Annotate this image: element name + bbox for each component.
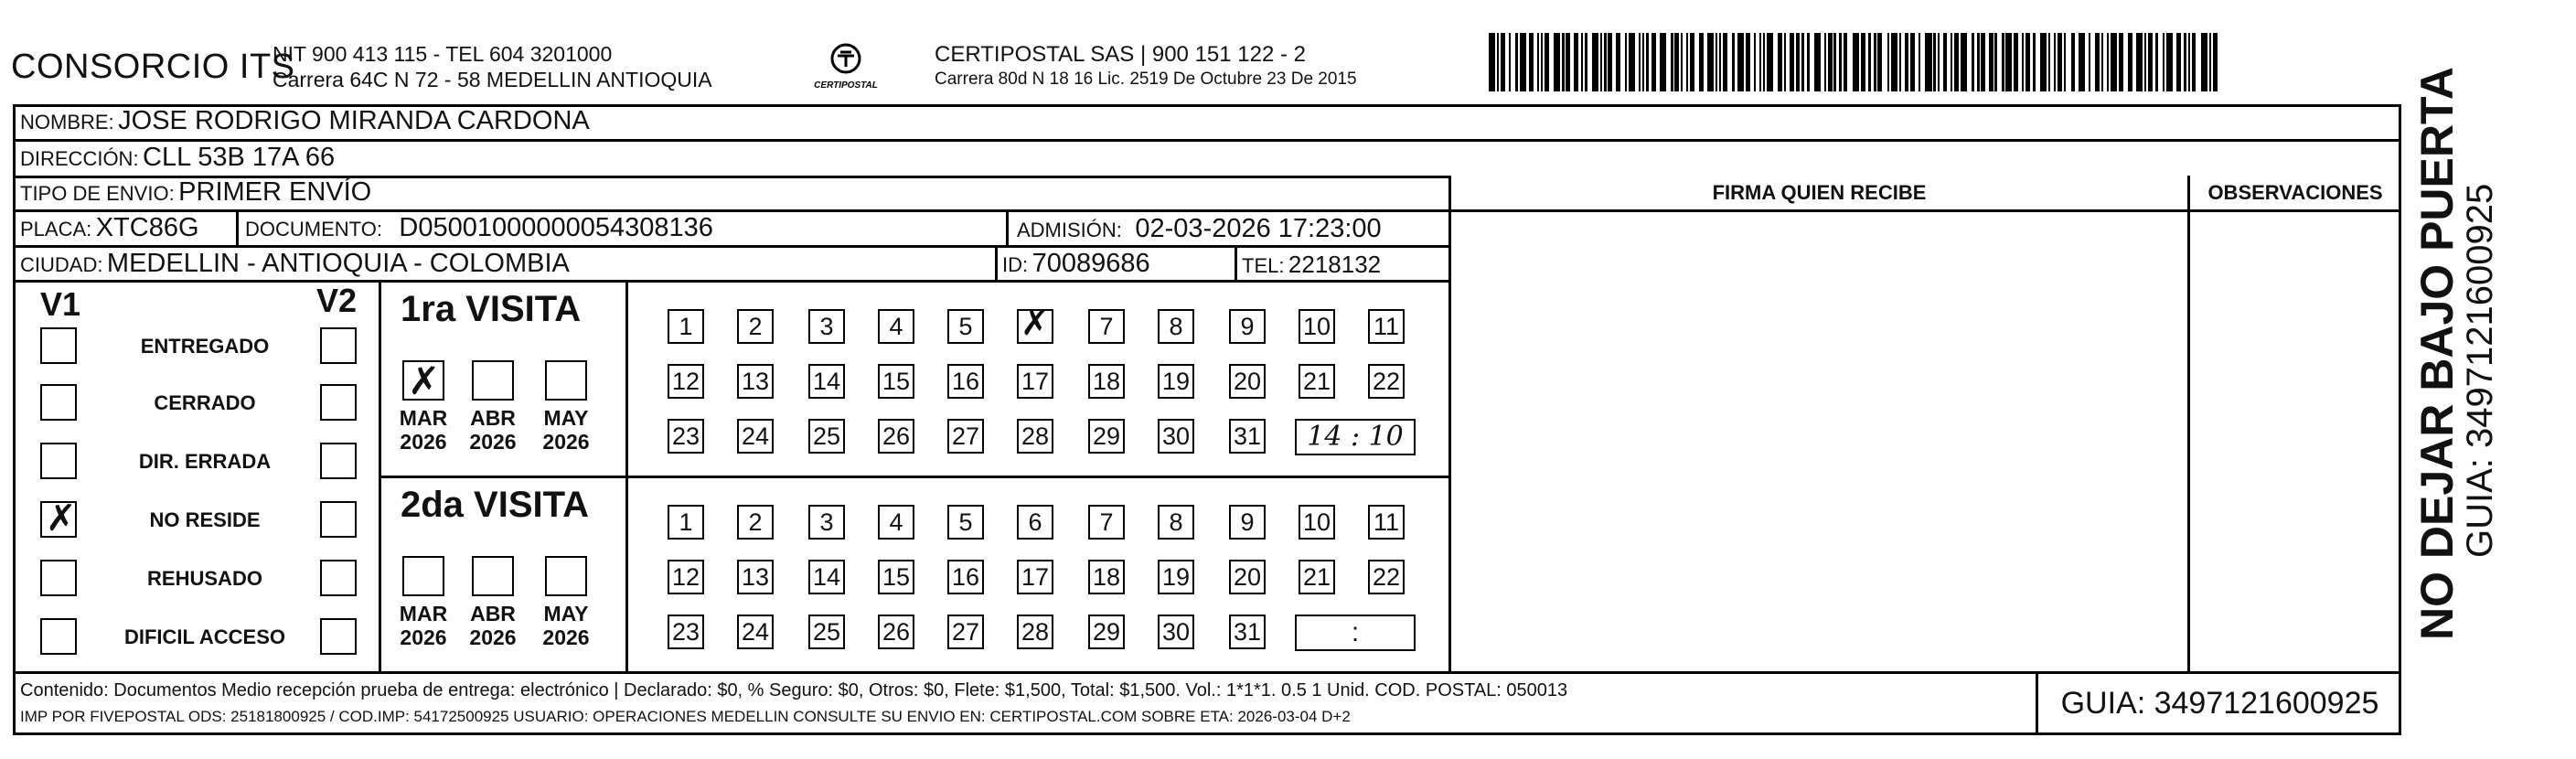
side-warning: NO DEJAR BAJO PUERTA xyxy=(2411,67,2463,640)
id-value: 70089686 xyxy=(1031,249,1150,278)
barcode-bar xyxy=(2166,33,2173,91)
barcode-bar xyxy=(1828,33,1833,91)
logo-wordmark: CERTIPOSTAL xyxy=(814,80,878,91)
day-box-6[interactable]: 6 xyxy=(1017,505,1053,540)
admision-cell xyxy=(1017,214,1382,244)
observaciones-column-header: OBSERVACIONES xyxy=(2207,181,2383,204)
barcode-bar xyxy=(2213,33,2218,91)
barcode-bar xyxy=(1833,33,1835,91)
day-box-13[interactable]: 13 xyxy=(737,560,774,594)
barcode-bar xyxy=(2014,33,2018,91)
day-box-20[interactable]: 20 xyxy=(1229,560,1266,594)
documento-value: D05001000000054308136 xyxy=(399,213,713,242)
day-box-3[interactable]: 3 xyxy=(808,309,845,344)
day-box-6[interactable] xyxy=(1017,309,1053,344)
barcode-bar xyxy=(1759,33,1761,91)
company-nit: NIT 900 413 115 - TEL 604 3201000 xyxy=(273,42,613,66)
barcode-bar xyxy=(1674,33,1679,91)
barcode-bar xyxy=(1853,33,1859,91)
barcode-bar xyxy=(2101,33,2103,91)
barcode-bar xyxy=(1910,33,1915,91)
documento-label: DOCUMENTO: xyxy=(245,218,382,241)
day-box-23[interactable]: 23 xyxy=(668,419,704,454)
certipostal-address: Carrera 80d N 18 16 Lic. 2519 De Octubre 23 De 2015 xyxy=(935,69,1357,89)
cell-divider xyxy=(995,245,998,280)
v2-checkbox-entregado[interactable] xyxy=(320,327,357,364)
barcode-bar xyxy=(1891,33,1897,91)
barcode-bar xyxy=(1933,33,1935,91)
barcode-bar xyxy=(1574,33,1578,91)
row-divider xyxy=(13,139,2401,142)
day-box-25[interactable]: 25 xyxy=(808,615,845,649)
direccion-row xyxy=(20,143,335,173)
v1-checkbox-no-reside[interactable] xyxy=(40,501,77,538)
day-box-19[interactable]: 19 xyxy=(1158,364,1194,399)
v2-header: V2 xyxy=(316,282,358,319)
visit-divider xyxy=(379,476,1448,478)
barcode-bar xyxy=(1537,33,1539,91)
barcode-bar xyxy=(1925,33,1931,91)
admision-label: ADMISIÓN: xyxy=(1017,219,1122,241)
row-divider xyxy=(13,280,1448,283)
day-box-14[interactable]: 14 xyxy=(808,560,845,594)
barcode-bar xyxy=(1919,33,1920,91)
day-box-9[interactable]: 9 xyxy=(1229,309,1266,344)
month-name: ABR xyxy=(470,602,516,625)
month-label xyxy=(391,602,455,649)
barcode-bar xyxy=(1554,33,1560,91)
placa-value: XTC86G xyxy=(95,213,199,242)
placa-label: PLACA: xyxy=(20,218,92,241)
month-year: 2026 xyxy=(400,430,447,454)
visit-time-box[interactable]: 14 : 10 xyxy=(1295,419,1416,455)
day-box-21[interactable]: 21 xyxy=(1299,364,1335,399)
v1-checkbox-cerrado[interactable] xyxy=(40,384,77,421)
day-box-8[interactable]: 8 xyxy=(1158,505,1194,540)
barcode-bar xyxy=(2089,33,2090,91)
barcode-bar xyxy=(1625,33,1627,91)
day-box-24[interactable]: 24 xyxy=(737,615,774,649)
barcode-bar xyxy=(1954,33,1959,91)
tipo-envio-value: PRIMER ENVÍO xyxy=(178,177,372,207)
barcode-bar xyxy=(1541,33,1543,91)
tel-cell xyxy=(1242,251,1381,279)
placa-cell xyxy=(20,213,199,243)
header xyxy=(0,0,2576,99)
tel-label: TEL: xyxy=(1242,254,1285,277)
month-name: MAR xyxy=(399,406,448,430)
barcode-bar xyxy=(2079,33,2085,91)
v2-checkbox-no-reside[interactable] xyxy=(320,501,357,538)
nombre-label: NOMBRE: xyxy=(20,111,114,134)
day-box-10[interactable]: 10 xyxy=(1299,309,1335,344)
day-box-7[interactable]: 7 xyxy=(1088,505,1125,540)
v1-checkbox-entregado[interactable] xyxy=(40,327,77,364)
day-box-5[interactable]: 5 xyxy=(947,309,984,344)
company-name: CONSORCIO ITS xyxy=(11,48,295,86)
barcode-bar xyxy=(1646,33,1648,91)
barcode-bar xyxy=(1501,33,1505,91)
barcode-bar xyxy=(1723,33,1727,91)
day-box-27[interactable]: 27 xyxy=(947,615,984,649)
barcode-bar xyxy=(1943,33,1948,91)
day-box-28[interactable]: 28 xyxy=(1017,615,1053,649)
barcode-bar xyxy=(1938,33,1940,91)
month-year: 2026 xyxy=(469,430,517,454)
footer-print-info: IMP POR FIVEPOSTAL ODS: 25181800925 / COD.IMP: 54172500925 USUARIO: OPERACIONES MEDELLIN CONSULTE SU ENVIO EN: CERTIPOSTAL.COM SOBRE ETA: 2026-03-04 D+2 xyxy=(20,708,1351,725)
barcode-bar xyxy=(1515,33,1517,91)
month-checkbox-abr[interactable] xyxy=(472,360,514,401)
month-name: MAR xyxy=(399,602,448,625)
v2-checkbox-dificil-acceso[interactable] xyxy=(320,618,357,655)
month-year: 2026 xyxy=(542,430,590,454)
barcode-bar xyxy=(1961,33,1967,91)
barcode-bar xyxy=(2136,33,2143,91)
ciudad-value: MEDELLIN - ANTIOQUIA - COLOMBIA xyxy=(106,249,570,278)
barcode-bar xyxy=(2184,33,2186,91)
barcode-bar xyxy=(1686,33,1688,91)
barcode-bar xyxy=(2058,33,2062,91)
barcode-bar xyxy=(2128,33,2132,91)
day-box-17[interactable]: 17 xyxy=(1017,364,1053,399)
barcode-bar xyxy=(1581,33,1583,91)
certipostal-logo xyxy=(809,40,882,93)
barcode-bar xyxy=(1690,33,1694,91)
day-box-10[interactable]: 10 xyxy=(1299,505,1335,540)
nombre-value: JOSE RODRIGO MIRANDA CARDONA xyxy=(118,106,590,135)
day-box-30[interactable]: 30 xyxy=(1158,419,1194,454)
month-name: ABR xyxy=(470,406,516,430)
day-box-20[interactable]: 20 xyxy=(1229,364,1266,399)
day-box-30[interactable]: 30 xyxy=(1158,615,1194,649)
barcode-bar xyxy=(1545,33,1549,91)
barcode-bar xyxy=(2002,33,2004,91)
admision-value: 02-03-2026 17:23:00 xyxy=(1135,214,1382,243)
barcode-bar xyxy=(1972,33,1973,91)
day-box-2[interactable]: 2 xyxy=(737,309,774,344)
direccion-value: CLL 53B 17A 66 xyxy=(143,143,336,172)
month-checkbox-may[interactable] xyxy=(545,556,587,596)
tel-value: 2218132 xyxy=(1288,251,1382,278)
visit-title: 1ra VISITA xyxy=(401,289,582,329)
day-box-22[interactable]: 22 xyxy=(1368,364,1405,399)
day-box-25[interactable]: 25 xyxy=(808,419,845,454)
footer-contents: Contenido: Documentos Medio recepción prueba de entrega: electrónico | Declarado: $0, % Seguro: $0, Otros: $0, Flete: $1,500, Total: $1,500. Vol.: 1*1*1. 0.5 1 Unid. COD. POSTAL: 050013 xyxy=(20,680,1568,700)
barcode-bar xyxy=(1562,33,1564,91)
day-box-18[interactable]: 18 xyxy=(1088,364,1125,399)
barcode-bar xyxy=(1585,33,1587,91)
day-box-4[interactable]: 4 xyxy=(878,309,914,344)
certipostal-name: CERTIPOSTAL SAS | 900 151 122 - 2 xyxy=(935,42,1306,67)
day-box-1[interactable]: 1 xyxy=(668,309,704,344)
day-box-27[interactable]: 27 xyxy=(947,419,984,454)
barcode-bar xyxy=(2144,33,2146,91)
day-box-22[interactable]: 22 xyxy=(1368,560,1405,594)
month-name: MAY xyxy=(543,406,589,430)
barcode-bar xyxy=(1489,33,1495,91)
day-box-24[interactable]: 24 xyxy=(737,419,774,454)
barcode-bar xyxy=(2188,33,2190,91)
visit-time-box[interactable]: : xyxy=(1295,615,1416,651)
v1-checkbox-dir-errada[interactable] xyxy=(40,443,77,479)
barcode-bar xyxy=(2005,33,2012,91)
barcode-bar xyxy=(1497,33,1499,91)
barcode-bar xyxy=(1642,33,1644,91)
barcode-bar xyxy=(1520,33,1526,91)
barcode-bar xyxy=(1874,33,1876,91)
barcode-bar xyxy=(1763,33,1765,91)
day-box-23[interactable]: 23 xyxy=(668,615,704,649)
barcode-bar xyxy=(2148,33,2153,91)
barcode-bar xyxy=(1529,33,1534,91)
month-year: 2026 xyxy=(469,625,517,649)
barcode-bar xyxy=(1977,33,1979,91)
row-divider xyxy=(13,245,1448,248)
row-divider xyxy=(13,209,2401,212)
barcode-bar xyxy=(1951,33,1952,91)
day-box-11[interactable]: 11 xyxy=(1368,505,1405,540)
barcode-bar xyxy=(2192,33,2197,91)
barcode-bar xyxy=(1814,33,1821,91)
day-box-15[interactable]: 15 xyxy=(878,560,914,594)
nombre-row xyxy=(20,106,590,136)
status-label: REHUSADO xyxy=(147,567,262,590)
barcode-bar xyxy=(1989,33,1993,91)
cell-divider xyxy=(1235,245,1237,280)
day-box-21[interactable]: 21 xyxy=(1299,560,1335,594)
barcode-bar xyxy=(2064,33,2066,91)
barcode-bar xyxy=(1616,33,1620,91)
barcode-bar xyxy=(1887,33,1889,91)
status-label: DIR. ERRADA xyxy=(138,450,272,473)
day-box-12[interactable]: 12 xyxy=(668,364,704,399)
day-box-1[interactable]: 1 xyxy=(668,505,704,540)
tipo-envio-row xyxy=(20,177,371,208)
ciudad-label: CIUDAD: xyxy=(20,253,103,276)
day-box-5[interactable]: 5 xyxy=(947,505,984,540)
day-box-29[interactable]: 29 xyxy=(1088,419,1125,454)
day-box-3[interactable]: 3 xyxy=(808,505,845,540)
day-box-16[interactable]: 16 xyxy=(947,560,984,594)
month-label xyxy=(534,602,598,649)
barcode-bar xyxy=(1592,33,1598,91)
status-label: ENTREGADO xyxy=(140,335,270,358)
day-box-17[interactable]: 17 xyxy=(1017,560,1053,594)
barcode-bar xyxy=(2095,33,2100,91)
barcode-bar xyxy=(1509,33,1511,91)
barcode-bar xyxy=(1566,33,1570,91)
barcode-bar xyxy=(1671,33,1673,91)
day-box-26[interactable]: 26 xyxy=(878,419,914,454)
month-day-divider xyxy=(625,280,628,671)
v2-checkbox-cerrado[interactable] xyxy=(320,384,357,421)
barcode-bar xyxy=(1796,33,1801,91)
day-box-11[interactable]: 11 xyxy=(1368,309,1405,344)
month-year: 2026 xyxy=(400,625,447,649)
barcode-bar xyxy=(1877,33,1882,91)
month-label xyxy=(461,406,525,454)
barcode-bar xyxy=(1651,33,1656,91)
month-year: 2026 xyxy=(542,625,590,649)
v1-checkbox-rehusado[interactable] xyxy=(40,560,77,596)
barcode-bar xyxy=(1660,33,1666,91)
direccion-label: DIRECCIÓN: xyxy=(20,147,139,170)
v1-header: V1 xyxy=(40,285,81,323)
day-box-15[interactable]: 15 xyxy=(878,364,914,399)
id-cell xyxy=(1002,249,1150,279)
day-box-31[interactable]: 31 xyxy=(1229,615,1266,649)
barcode-bar xyxy=(1994,33,1996,91)
day-box-19[interactable]: 19 xyxy=(1158,560,1194,594)
barcode-bar xyxy=(1839,33,1841,91)
day-box-31[interactable]: 31 xyxy=(1229,419,1266,454)
company-address: Carrera 64C N 72 - 58 MEDELLIN ANTIOQUIA xyxy=(273,68,712,91)
v1-checkbox-dificil-acceso[interactable] xyxy=(40,618,77,655)
barcode-bar xyxy=(2022,33,2024,91)
barcode-bar xyxy=(1861,33,1865,91)
barcode-bar xyxy=(1905,33,1909,91)
tipo-envio-label: TIPO DE ENVIO: xyxy=(20,182,175,205)
month-checkbox-mar[interactable] xyxy=(402,556,444,596)
month-checkbox-mar[interactable] xyxy=(402,360,444,401)
barcode-bar xyxy=(2163,33,2164,91)
barcode-bar xyxy=(1778,33,1782,91)
barcode-bar xyxy=(1899,33,1901,91)
day-box-28[interactable]: 28 xyxy=(1017,419,1053,454)
month-label xyxy=(534,406,598,454)
barcode-bar xyxy=(1699,33,1704,91)
cell-divider xyxy=(1006,209,1009,245)
barcode-bar xyxy=(1767,33,1773,91)
barcode-bar xyxy=(1868,33,1870,91)
day-box-12[interactable]: 12 xyxy=(668,560,704,594)
barcode-bar xyxy=(2176,33,2181,91)
day-box-13[interactable]: 13 xyxy=(737,364,774,399)
barcode-bar xyxy=(1807,33,1809,91)
day-box-29[interactable]: 29 xyxy=(1088,615,1125,649)
month-name: MAY xyxy=(543,602,589,625)
barcode-bar xyxy=(2119,33,2123,91)
barcode-bar xyxy=(1981,33,1985,91)
day-box-8[interactable]: 8 xyxy=(1158,309,1194,344)
barcode-bar xyxy=(1639,33,1641,91)
ciudad-cell xyxy=(20,249,570,279)
month-label xyxy=(461,602,525,649)
barcode-bar xyxy=(1737,33,1744,91)
barcode-bar xyxy=(2026,33,2030,91)
day-box-9[interactable]: 9 xyxy=(1229,505,1266,540)
barcode-bar xyxy=(1719,33,1721,91)
barcode-bar xyxy=(2048,33,2050,91)
barcode-bar xyxy=(1629,33,1635,91)
footer-guia: GUIA: 3497121600925 xyxy=(2036,671,2401,735)
status-label: CERRADO xyxy=(154,391,256,414)
day-box-14[interactable]: 14 xyxy=(808,364,845,399)
month-label xyxy=(391,406,455,454)
status-visit-divider xyxy=(379,280,381,671)
barcode-bar xyxy=(1707,33,1714,91)
observations-column-divider xyxy=(2187,176,2190,671)
firma-column-header: FIRMA QUIEN RECIBE xyxy=(1712,181,1927,204)
day-box-7[interactable]: 7 xyxy=(1088,309,1125,344)
barcode-bar xyxy=(1844,33,1848,91)
day-box-16[interactable]: 16 xyxy=(947,364,984,399)
month-checkbox-may[interactable] xyxy=(545,360,587,401)
barcode-bar xyxy=(2040,33,2047,91)
barcode-bar xyxy=(2054,33,2056,91)
barcode-bar xyxy=(1784,33,1786,91)
barcode-bar xyxy=(1824,33,1826,91)
barcode-bar xyxy=(1604,33,1606,91)
status-label: DIFICIL ACCESO xyxy=(123,625,285,648)
day-box-18[interactable]: 18 xyxy=(1088,560,1125,594)
barcode-bar xyxy=(1600,33,1602,91)
barcode-bar xyxy=(1681,33,1683,91)
barcode-bar xyxy=(1608,33,1612,91)
day-box-4[interactable]: 4 xyxy=(878,505,914,540)
month-checkbox-abr[interactable] xyxy=(472,556,514,596)
side-guia: GUIA: 3497121600925 xyxy=(2460,183,2500,558)
barcode-bar xyxy=(1801,33,1803,91)
barcode-bar xyxy=(1790,33,1794,91)
cell-divider xyxy=(236,209,239,245)
v2-checkbox-dir-errada[interactable] xyxy=(320,443,357,479)
barcode xyxy=(1489,33,2220,91)
barcode-bar xyxy=(1732,33,1734,91)
documento-cell xyxy=(245,213,713,243)
barcode-bar xyxy=(2107,33,2109,91)
barcode-bar xyxy=(1716,33,1717,91)
certipostal-logo-icon xyxy=(809,40,882,93)
barcode-bar xyxy=(1746,33,1750,91)
signature-column-divider xyxy=(1448,176,1451,671)
barcode-bar xyxy=(2201,33,2207,91)
id-label: ID: xyxy=(1002,253,1029,276)
barcode-bar xyxy=(2111,33,2117,91)
status-label: NO RESIDE xyxy=(149,508,261,531)
day-box-2[interactable]: 2 xyxy=(737,505,774,540)
barcode-bar xyxy=(2071,33,2076,91)
barcode-bar xyxy=(2209,33,2211,91)
day-box-26[interactable]: 26 xyxy=(878,615,914,649)
v2-checkbox-rehusado[interactable] xyxy=(320,560,357,596)
barcode-bar xyxy=(1754,33,1756,91)
visit-title: 2da VISITA xyxy=(401,485,589,525)
barcode-bar xyxy=(2033,33,2035,91)
barcode-bar xyxy=(2155,33,2157,91)
